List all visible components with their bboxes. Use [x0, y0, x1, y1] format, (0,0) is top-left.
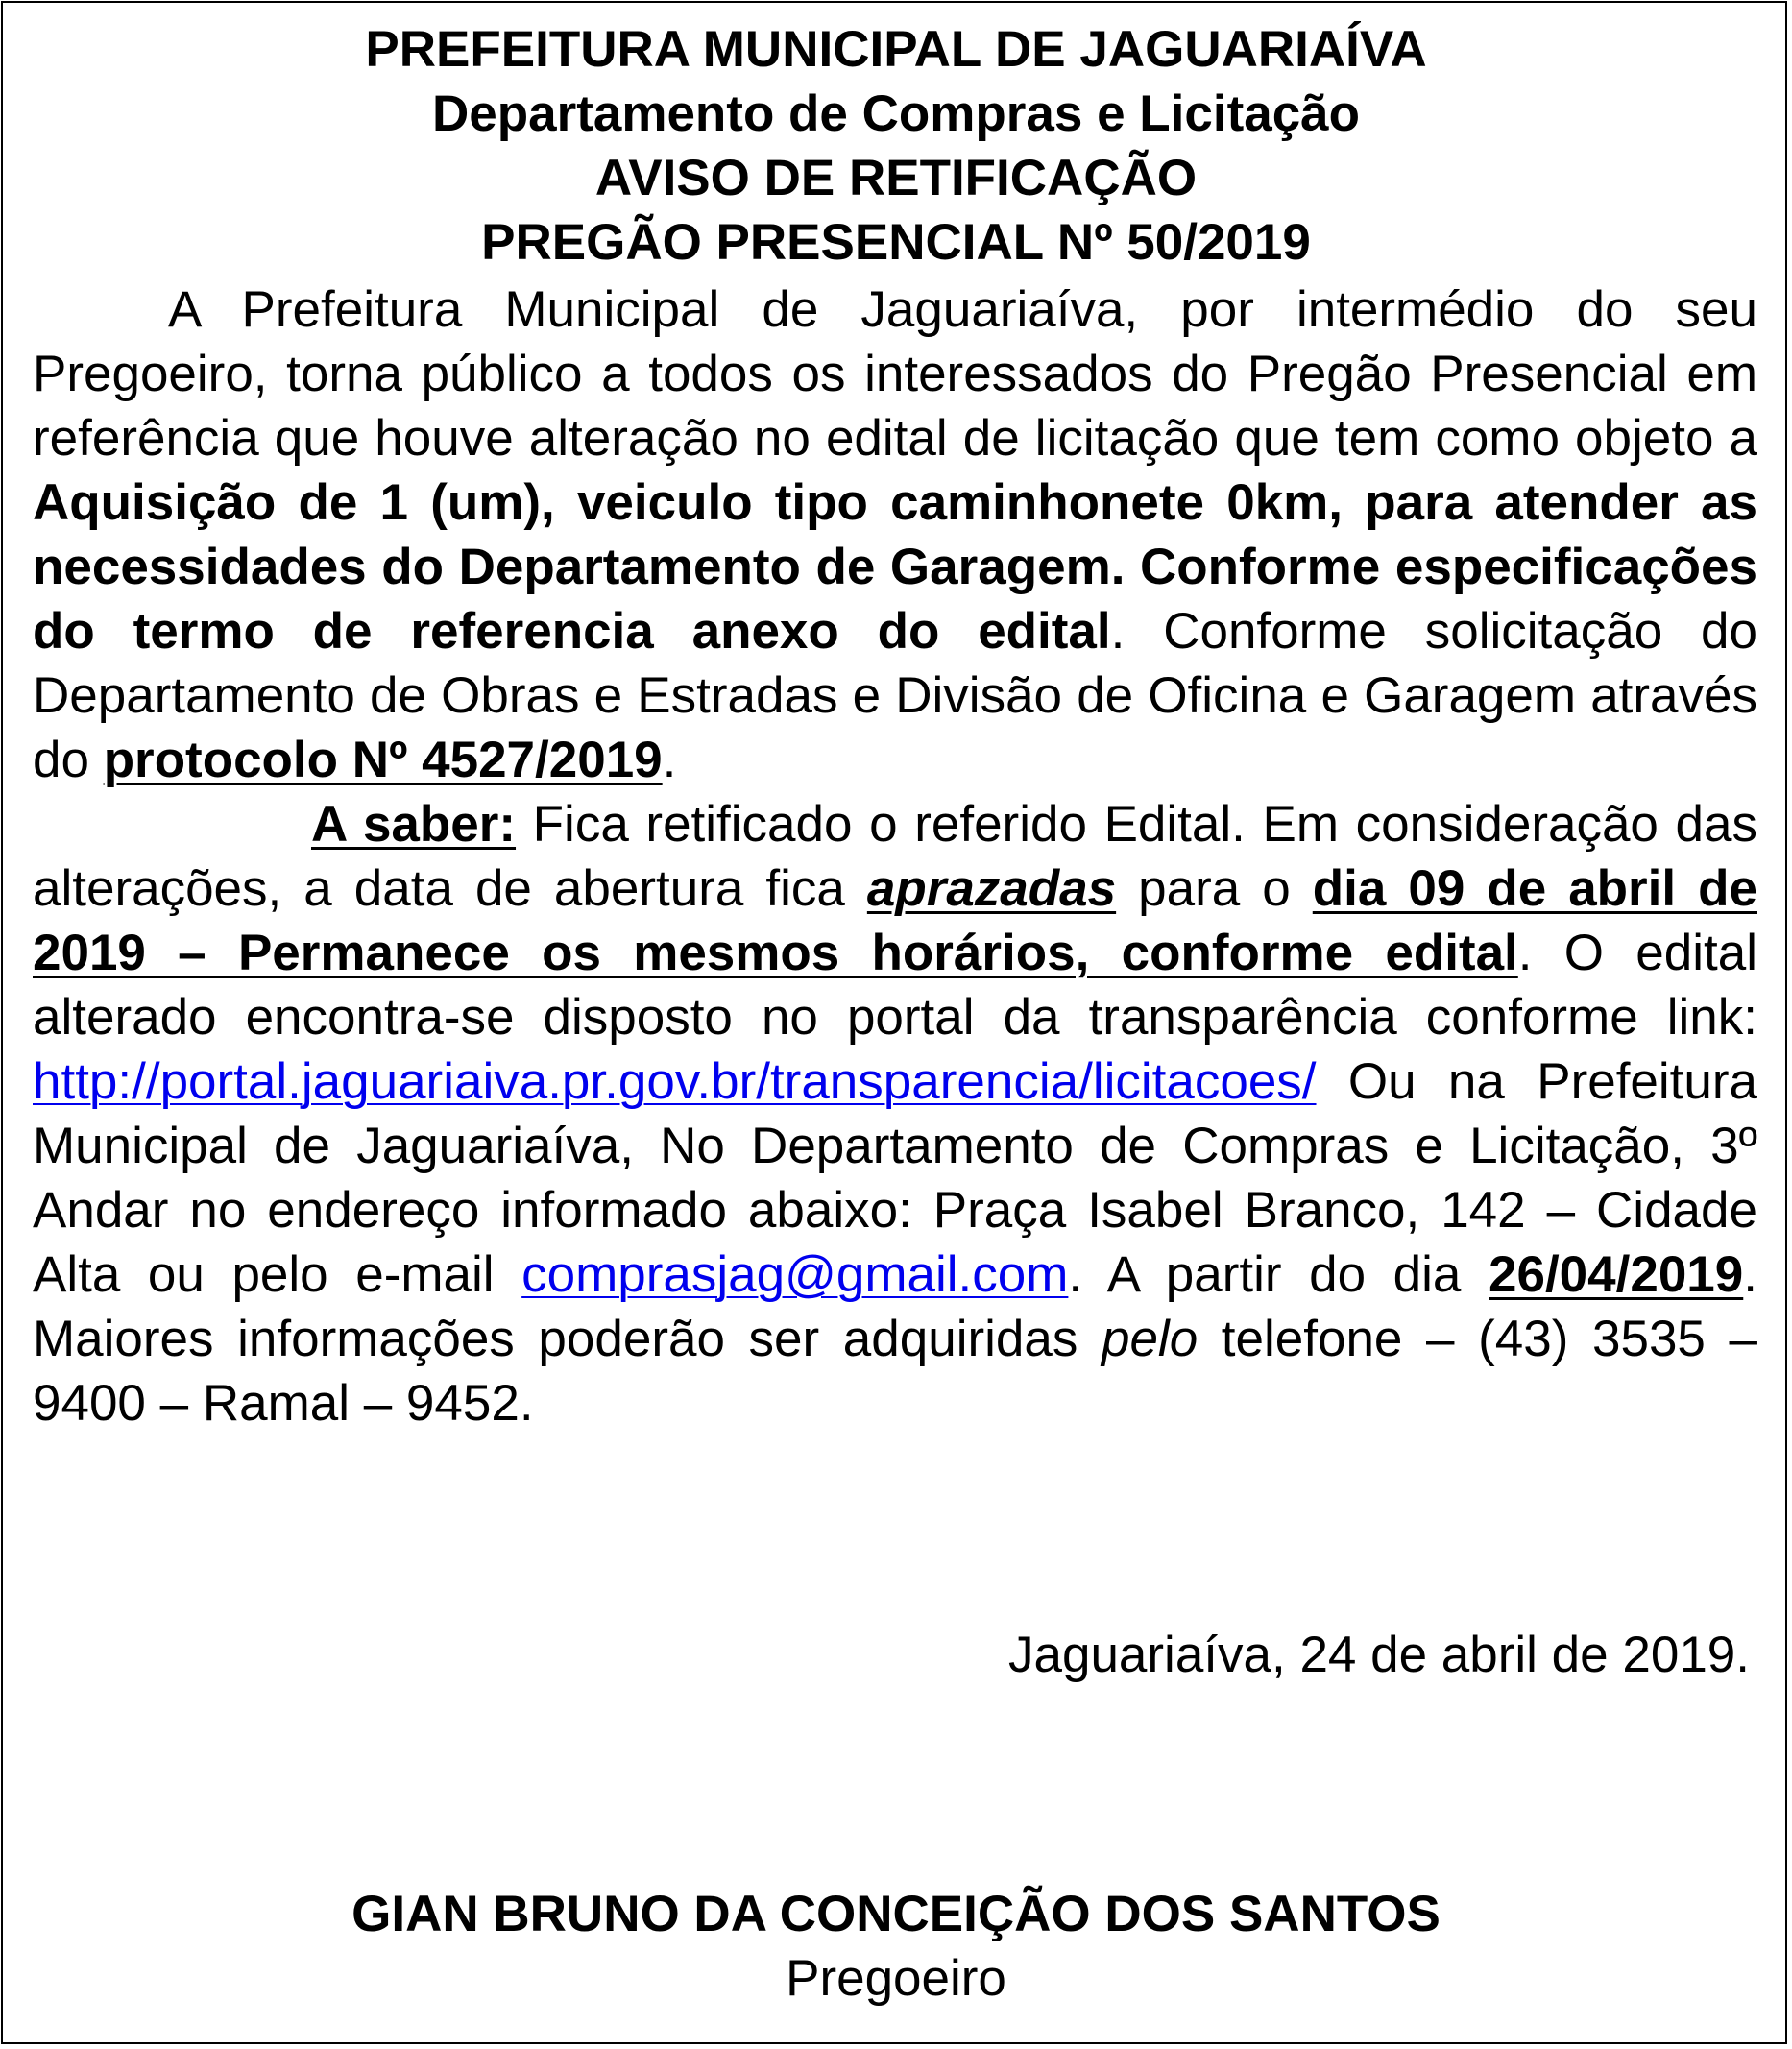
- dateline: Jaguariaíva, 24 de abril de 2019.: [1008, 1627, 1750, 1683]
- details-text-5: . A partir do dia: [1068, 1246, 1489, 1303]
- notice-header: [0, 17, 1792, 275]
- department-title: Departamento de Compras e Licitação: [431, 85, 1361, 142]
- request-text: . Conforme solicitação do Departamento de Obras e Estradas e Divisão de Oficina e Garagem através do: [33, 603, 1757, 788]
- details-text-1: Fica retificado o referido Edital. Em consideração das alterações, a data de abertura fica: [33, 796, 1757, 917]
- from-date: 26/04/2019: [1489, 1246, 1744, 1303]
- paragraph1-end: .: [662, 732, 677, 788]
- new-opening-date: dia 09 de abril de 2019 – Permanece os mesmos horários, conforme edital: [33, 860, 1757, 981]
- pelo-word: pelo: [1101, 1311, 1199, 1367]
- paragraph-retification-intro: [33, 277, 1757, 792]
- details-text-4: Ou na Prefeitura Municipal de Jaguariaíva, No Departamento de Compras e Licitação, 3º Andar no endereço informado abaixo: Praça Isabel Branco, 142 – Cidade Alta ou pelo e-mail: [33, 1053, 1757, 1303]
- notice-type-title: AVISO DE RETIFICAÇÃO: [594, 150, 1198, 206]
- intro-text: A Prefeitura Municipal de Jaguariaíva, por intermédio do seu Pregoeiro, torna público a todos os interessados do Pregão Presencial em referência que houve alteração no edital de licitação que tem como objeto a: [33, 281, 1757, 467]
- details-text-7: telefone – (43) 3535 – 9400 – Ramal – 9452.: [33, 1311, 1758, 1432]
- details-text-2: para o: [1116, 860, 1313, 917]
- signatory-name: GIAN BRUNO DA CONCEIÇÃO DOS SANTOS: [351, 1886, 1441, 1942]
- transparency-portal-link[interactable]: http://portal.jaguariaiva.pr.gov.br/transparencia/licitacoes/: [33, 1053, 1317, 1110]
- procurement-object: Aquisição de 1 (um), veiculo tipo caminhonete 0km, para atender as necessidades do Departamento de Garagem. Conforme especificações do termo de referencia anexo do edital: [33, 474, 1757, 660]
- protocol-number: protocolo Nº 4527/2019: [103, 732, 663, 788]
- signature-block: [0, 1882, 1792, 2011]
- details-text-3: . O edital alterado encontra-se disposto no portal da transparência conforme link:: [33, 925, 1757, 1046]
- notice-body: [33, 277, 1757, 1435]
- details-text-6: . Maiores informações poderão ser adquiridas: [33, 1246, 1757, 1367]
- a-saber-label: A saber:: [311, 796, 517, 853]
- signatory-role: Pregoeiro: [786, 1950, 1006, 2007]
- municipality-title: PREFEITURA MUNICIPAL DE JAGUARIAÍVA: [365, 21, 1427, 78]
- procurement-number-title: PREGÃO PRESENCIAL Nº 50/2019: [481, 214, 1311, 271]
- paragraph-retification-details: [33, 792, 1757, 1435]
- contact-email-link[interactable]: comprasjag@gmail.com: [521, 1246, 1069, 1303]
- aprazadas-word: aprazadas: [866, 860, 1117, 917]
